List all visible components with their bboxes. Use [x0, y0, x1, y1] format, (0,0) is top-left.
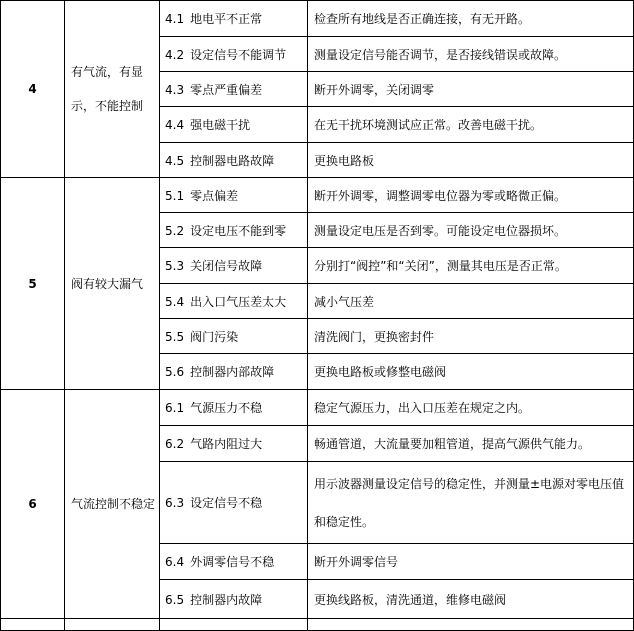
cause-cell: [160, 462, 308, 544]
remedy-cell: 清洗阀门，更换密封件: [308, 319, 634, 354]
remedy-cell: 断开外调零信号: [308, 544, 634, 580]
empty-cell: [1, 619, 65, 631]
cause-cell: [160, 354, 308, 390]
table-row: [1, 1, 634, 37]
cause-code: 6.4: [165, 555, 185, 569]
cause-cell: [160, 284, 308, 319]
cause-code: 4.5: [165, 153, 185, 168]
cause-code: 4.2: [165, 47, 185, 62]
table-row: [1, 390, 634, 426]
cause-cell: [160, 178, 308, 213]
table-row: [1, 619, 634, 631]
cause-text: 气源压力不稳: [190, 401, 263, 415]
cause-code: 5.5: [165, 329, 185, 344]
cause-code: 6.2: [165, 437, 185, 451]
remedy-cell: 减小气压差: [308, 284, 634, 319]
remedy-cell: 在无干扰环境测试应正常。改善电磁干扰。: [308, 107, 634, 143]
cause-code: 5.1: [165, 188, 185, 203]
remedy-cell: 稳定气源压力，出入口压差在规定之内。: [308, 390, 634, 426]
cause-cell: [160, 248, 308, 284]
empty-cell: [308, 619, 634, 631]
remedy-cell: 畅通管道，大流量要加粗管道，提高气源供气能力。: [308, 426, 634, 462]
cause-cell: [160, 72, 308, 107]
empty-cell: [65, 619, 160, 631]
cause-code: 4.1: [165, 12, 185, 26]
table-row: [1, 178, 634, 213]
fault-symptom: 气流控制不稳定: [65, 390, 160, 619]
remedy-cell: 更换电路板或修整电磁阀: [308, 354, 634, 390]
cause-cell: [160, 37, 308, 72]
remedy-cell: 检查所有地线是否正确连接，有无开路。: [308, 1, 634, 37]
cause-code: 6.1: [165, 401, 185, 415]
cause-cell: [160, 107, 308, 143]
cause-cell: [160, 426, 308, 462]
cause-cell: [160, 213, 308, 248]
cause-text: 出入口气压差太大: [190, 294, 287, 309]
cause-code: 5.2: [165, 223, 185, 238]
remedy-cell: 更换电路板: [308, 143, 634, 178]
cause-text: 关闭信号故障: [190, 259, 263, 273]
cause-code: 5.6: [165, 365, 185, 379]
cause-text: 控制器内部故障: [190, 365, 275, 379]
cause-text: 设定信号不稳: [190, 496, 263, 510]
cause-text: 设定电压不能到零: [190, 223, 287, 238]
cause-text: 控制器内故障: [190, 592, 263, 607]
cause-text: 地电平不正常: [190, 12, 263, 26]
cause-text: 气路内阻过大: [190, 437, 263, 451]
cause-text: 强电磁干扰: [190, 118, 251, 132]
cause-text: 零点严重偏差: [190, 82, 263, 97]
remedy-cell: 用示波器测量设定信号的稳定性，并测量±电源对零电压值和稳定性。: [308, 462, 634, 544]
cause-text: 零点偏差: [190, 188, 239, 203]
empty-cell: [160, 619, 308, 631]
cause-text: 控制器电路故障: [190, 153, 275, 168]
fault-number: 5: [1, 178, 65, 390]
cause-code: 4.3: [165, 82, 185, 97]
fault-number: 6: [1, 390, 65, 619]
cause-text: 外调零信号不稳: [190, 555, 275, 569]
cause-text: 阀门污染: [190, 329, 239, 344]
fault-symptom: 有气流，有显示，不能控制: [65, 1, 160, 178]
fault-symptom: 阀有较大漏气: [65, 178, 160, 390]
fault-number: 4: [1, 1, 65, 178]
remedy-cell: 断开外调零，关闭调零: [308, 72, 634, 107]
cause-cell: [160, 580, 308, 619]
remedy-cell: 分别打“阀控”和“关闭”，测量其电压是否正常。: [308, 248, 634, 284]
cause-cell: [160, 319, 308, 354]
cause-code: 5.4: [165, 294, 185, 309]
cause-cell: [160, 544, 308, 580]
remedy-cell: 断开外调零，调整调零电位器为零或略微正偏。: [308, 178, 634, 213]
cause-text: 设定信号不能调节: [190, 47, 287, 62]
remedy-cell: 更换线路板，清洗通道，维修电磁阀: [308, 580, 634, 619]
cause-cell: [160, 143, 308, 178]
cause-cell: [160, 1, 308, 37]
remedy-cell: 测量设定电压是否到零。可能设定电位器损坏。: [308, 213, 634, 248]
cause-code: 4.4: [165, 118, 185, 132]
remedy-cell: 测量设定信号能否调节，是否接线错误或故障。: [308, 37, 634, 72]
cause-cell: [160, 390, 308, 426]
cause-code: 6.3: [165, 496, 185, 510]
cause-code: 6.5: [165, 592, 185, 607]
cause-code: 5.3: [165, 259, 185, 273]
